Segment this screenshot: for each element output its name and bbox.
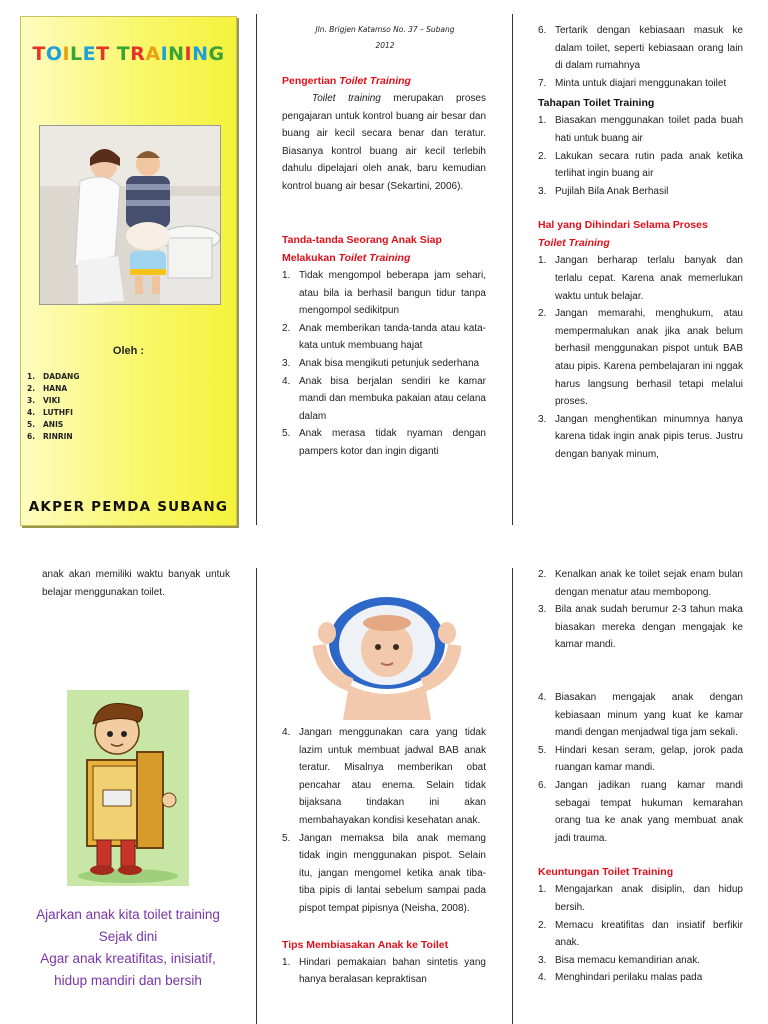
column-divider	[256, 568, 257, 1024]
author-name: 2. HANA	[27, 384, 68, 393]
tips-list-continued	[538, 566, 743, 654]
slogan-line: Sejak dini	[98, 929, 158, 944]
slogan-line: hidup mandiri dan bersih	[54, 973, 202, 988]
tanda-list-continued	[538, 22, 743, 92]
title-letter: I	[62, 43, 71, 65]
author-name: 6. RINRIN	[27, 432, 73, 441]
address-year: 2012	[375, 41, 395, 50]
column-divider	[512, 14, 513, 525]
hindari-list	[538, 252, 743, 463]
institution-name: AKPER PEMDA SUBANG	[28, 499, 229, 515]
title-letter	[110, 43, 117, 65]
tips-list	[282, 954, 486, 989]
title-letter: T	[32, 43, 46, 65]
column-divider	[512, 568, 513, 1024]
list-item: 3. Anak bisa mengikuti petunjuk sederhana	[282, 357, 480, 369]
author-name: 3. VIKI	[27, 396, 61, 405]
list-item: 1. Biasakan menggunakan toilet pada buah hati untuk buang air	[538, 115, 743, 144]
list-item: 5. Jangan memaksa bila anak memang tidak ingin menggunakan pispot. Selain itu, jangan mengomel ketika anak tiba-tiba pipis di lantai sebelum sampai pada pispot tempat pipisnya (Neisha, 2008).	[282, 832, 486, 914]
section-heading: Tanda-tanda Seorang Anak Siap	[282, 234, 442, 246]
cartoon-kid-toilet-illustration	[67, 690, 189, 886]
list-item: 2. Lakukan secara rutin pada anak ketika terlihat ingin buang air	[538, 150, 743, 180]
title-letter: R	[130, 43, 146, 65]
keuntungan-heading: Keuntungan Toilet Training	[538, 866, 674, 879]
middle-bottom-column	[282, 724, 486, 989]
title-letter: I	[184, 43, 193, 65]
list-item: 6. Tertarik dengan kebiasaan masuk ke dalam toilet, seperti kebiasaan orang lain di dalam rumahnya	[538, 25, 743, 72]
author-name: 1. DADANG	[27, 372, 80, 381]
list-item: 2. Anak memberikan tanda-tanda atau kata-kata untuk membuang hajat	[282, 322, 486, 352]
hindari-heading: Hal yang Dihindari Selama Proses	[538, 219, 708, 232]
address-block	[300, 22, 470, 54]
column-divider	[256, 14, 257, 525]
address-line: Jln. Brigjen Katamso No. 37 – Subang	[315, 25, 455, 34]
slogan-line: Ajarkan anak kita toilet training	[36, 907, 220, 922]
right-bottom-column	[538, 566, 743, 987]
list-item: 5. Anak merasa tidak nyaman dengan pampers kotor dan ingin diganti	[282, 428, 486, 457]
list-item: 4. Menghindari perilaku malas pada	[538, 972, 703, 984]
author-name: 4. LUTHFI	[27, 408, 73, 417]
tips-heading: Tips Membiasakan Anak ke Toilet	[282, 938, 449, 951]
list-item: 2. Kenalkan anak ke toilet sejak enam bulan dengan menatur atau membopong.	[538, 569, 743, 598]
list-item: 1. Hindari pemakaian bahan sintetis yang hanya beralasan kepraktisan	[282, 956, 486, 986]
list-item: 3. Bila anak sudah berumur 2-3 tahun maka biasakan mereka dengan mengajak ke kamar mandi.	[538, 604, 743, 651]
list-item: 4. Anak bisa berjalan sendiri ke kamar mandi dan membuka pakaian atau celana dalam	[282, 375, 486, 422]
pengertian-paragraph: Toilet training merupakan proses pengajaran untuk kontrol buang air besar dan buang air kecil secara benar dan teratur. Biasanya kontrol buang air kecil terlebih dahulu dipelajari oleh anak, baru kemudian kontrol buang air besar (Sekartini, 2006).	[282, 93, 486, 192]
title-letter: A	[145, 43, 161, 65]
mother-child-toilet-photo	[39, 125, 221, 305]
list-item: 2. Memacu kreatifitas dan insiatif berfikir anak.	[538, 919, 743, 949]
keuntungan-list	[538, 881, 743, 987]
list-item: 4. Biasakan mengajak anak dengan kebiasaan minum yang kuat ke kamar mandi dengan menjadwal tiga jam sekali.	[538, 691, 743, 739]
title-letter: T	[96, 43, 110, 65]
hindari-heading-italic: Toilet Training	[538, 237, 610, 250]
list-item: 4. Jangan menggunakan cara yang tidak lazim untuk membuat jadwal BAB anak teratur. Misalnya memberikan obat pencahar atau enema. Selain tidak bijaksana tindakan ini akan membahayakan kondisi kesehatan anak.	[282, 727, 486, 826]
slogan-block	[28, 904, 228, 992]
cover-panel	[20, 16, 237, 526]
list-item: 3. Bisa memacu kemandirian anak.	[538, 954, 701, 966]
tanda-list	[282, 267, 486, 461]
right-top-column	[538, 22, 743, 463]
hindari-list-continued	[282, 724, 486, 918]
list-item: 2. Jangan memarahi, menghukum, atau mempermalukan anak jika anak belum berhasil menggunakan pispot untuk BAB atau pipis. Karena pembelajaran ini nggak harus langsung berhasil tetapi melalui proses.	[538, 308, 743, 408]
title-letter: N	[192, 43, 209, 65]
continuation-text: anak akan memiliki waktu banyak untuk belajar menggunakan toilet.	[42, 569, 230, 598]
author-name: 5. ANIS	[27, 420, 64, 429]
list-item: 3. Jangan menghentikan minumnya hanya karena tidak ingin anak pipis terus. Justru dengan banyak minum,	[538, 413, 743, 460]
title-letter: N	[168, 43, 185, 65]
list-item: 1. Jangan berharap terlalu banyak dan terlalu cepat. Karena anak memerlukan waktu untuk belajar.	[538, 255, 743, 302]
tahapan-heading: Tahapan Toilet Training	[538, 97, 655, 110]
tips-list-continued-2	[538, 689, 743, 847]
slogan-line: Agar anak kreatifitas, inisiatif,	[40, 951, 216, 966]
title-letter: T	[116, 43, 131, 65]
title-letter: G	[208, 43, 225, 65]
list-item: 5. Hindari kesan seram, gelap, jorok pada ruangan kamar mandi.	[538, 744, 743, 774]
section-heading: Melakukan Toilet Training	[282, 252, 411, 264]
list-item: 6. Jangan jadikan ruang kamar mandi sebagai tempat hukuman kemarahan orang tua ke anak yang membuat anak jadi trauma.	[538, 779, 743, 844]
section-heading: Pengertian Toilet Training	[282, 75, 411, 87]
list-item: 3. Pujilah Bila Anak Berhasil	[538, 185, 669, 197]
title-letter: O	[45, 43, 63, 65]
tahapan-list	[538, 112, 743, 200]
cover-title	[21, 43, 236, 65]
title-letter: E	[82, 43, 97, 65]
list-item: 7. Minta untuk diajari menggunakan toilet	[538, 77, 727, 89]
baby-toilet-seat-photo	[313, 595, 461, 720]
title-letter: I	[160, 43, 169, 65]
author-list	[27, 371, 80, 443]
hindari-continuation	[42, 566, 230, 601]
list-item: 1. Tidak mengompol beberapa jam sehari, atau bila ia berhasil bangun tidur tanpa mengompol sedikitpun	[282, 270, 486, 317]
list-item: 1. Mengajarkan anak disiplin, dan hidup bersih.	[538, 884, 743, 913]
tanda-section	[282, 231, 486, 461]
author-label: Oleh :	[112, 345, 145, 357]
pengertian-section	[282, 72, 486, 196]
title-letter: L	[70, 43, 83, 65]
